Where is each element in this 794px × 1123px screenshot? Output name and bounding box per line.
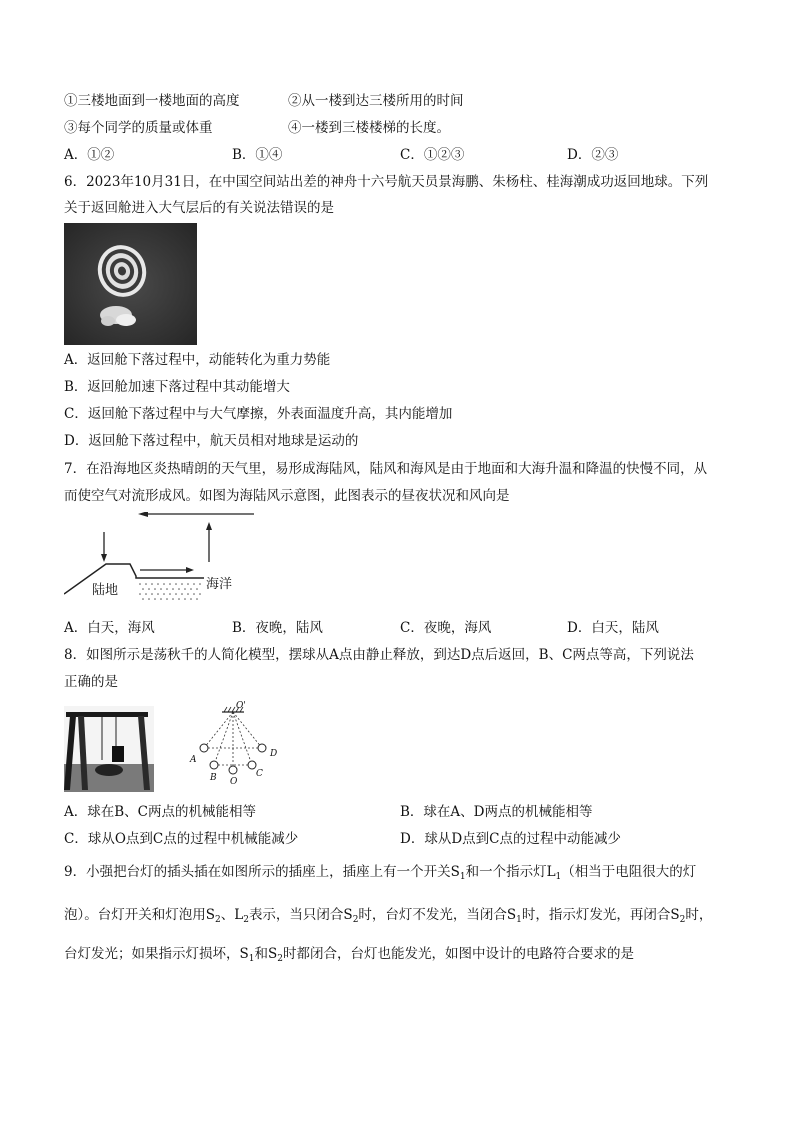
q7-choice-c: C．夜晚，海风	[400, 620, 492, 636]
q7-stem-line-2: 而使空气对流形成风。如图为海陆风示意图，此图表示的昼夜状况和风向是	[64, 488, 510, 504]
q5-choice-a: A．①②	[64, 147, 115, 163]
pendulum-diagram	[186, 700, 286, 788]
q5-option-3: ③每个同学的质量或体重	[64, 120, 213, 136]
q6-choice-d: D．返回舱下落过程中，航天员相对地球是运动的	[64, 433, 359, 449]
swing-photo	[64, 706, 154, 792]
label-b: B	[210, 773, 217, 783]
parachute-illustration	[64, 223, 197, 345]
q8-choice-a: A．球在B、C两点的机械能相等	[64, 804, 256, 820]
q9-stem-line-3: 台灯发光；如果指示灯损坏，$S_1$和$S_2$时都闭合，台灯也能发光，如图中设计的电路符合要求的是	[64, 946, 634, 964]
q8-choice-c: C．球从O点到C点的过程中机械能减少	[64, 831, 299, 847]
q7-choice-b: B．夜晚，陆风	[232, 620, 323, 636]
label-o-prime: O'	[236, 701, 246, 711]
down-arrow-icon	[101, 554, 107, 562]
land-label: 陆地	[92, 583, 119, 598]
q6-stem-line-1: 6．2023年10月31日，在中国空间站出差的神舟十六号航天员景海鹏、朱杨柱、桂海潮成功返回地球。下列	[64, 174, 709, 190]
capsule-landing-photo	[64, 223, 197, 345]
sea-land-breeze-diagram	[64, 512, 254, 612]
label-a: A	[190, 755, 197, 765]
swing-photo-svg	[64, 706, 154, 792]
label-d: D	[270, 749, 278, 759]
q9-stem-line-1: 9．小强把台灯的插头插在如图所示的插座上，插座上有一个开关$S_1$和一个指示灯$L_1$（相当于电阻很大的灯	[64, 864, 697, 882]
q5-choice-b: B．①④	[232, 147, 283, 163]
breeze-diagram-svg	[64, 512, 254, 612]
q7-stem-line-1: 7．在沿海地区炎热晴朗的天气里，易形成海陆风，陆风和海风是由于地面和大海升温和降温的快慢不同，从	[64, 461, 708, 477]
sea-label: 海洋	[206, 577, 233, 592]
label-o: O	[230, 777, 238, 787]
q5-choice-d: D．②③	[567, 147, 619, 163]
q5-option-4: ④一楼到三楼楼梯的长度。	[288, 120, 450, 136]
q8-stem-line-1: 8．如图所示是荡秋千的人简化模型，摆球从A点由静止释放，到达D点后返回，B、C两点等高，下列说法	[64, 647, 694, 663]
q8-choice-b: B．球在A、D两点的机械能相等	[400, 804, 593, 820]
q7-choice-a: A．白天，海风	[64, 620, 155, 636]
top-left-arrow-icon	[138, 512, 148, 517]
q6-choice-a: A．返回舱下落过程中，动能转化为重力势能	[64, 352, 331, 368]
q7-choice-d: D．白天，陆风	[567, 620, 659, 636]
q6-choice-c: C．返回舱下落过程中与大气摩擦，外表面温度升高，其内能增加	[64, 406, 453, 422]
q9-stem-line-2: 泡）。台灯开关和灯泡用$S_2$、$L_2$表示，当只闭合$S_2$时，台灯不发光，当闭合$S_1$时，指示灯发光，再闭合$S_2$时，	[64, 907, 713, 925]
q8-choice-d: D．球从D点到C点的过程中动能减少	[400, 831, 621, 847]
q5-option-2: ②从一楼到达三楼所用的时间	[288, 93, 464, 109]
q6-choice-b: B．返回舱加速下落过程中其动能增大	[64, 379, 290, 395]
label-c: C	[256, 769, 263, 779]
right-arrow-icon	[186, 567, 194, 573]
up-arrow-icon	[206, 522, 212, 530]
q8-stem-line-2: 正确的是	[64, 674, 118, 690]
q6-stem-line-2: 关于返回舱进入大气层后的有关说法错误的是	[64, 200, 334, 216]
pendulum-diagram-svg	[186, 700, 286, 788]
q5-option-1: ①三楼地面到一楼地面的高度	[64, 93, 240, 109]
q5-choice-c: C．①②③	[400, 147, 465, 163]
